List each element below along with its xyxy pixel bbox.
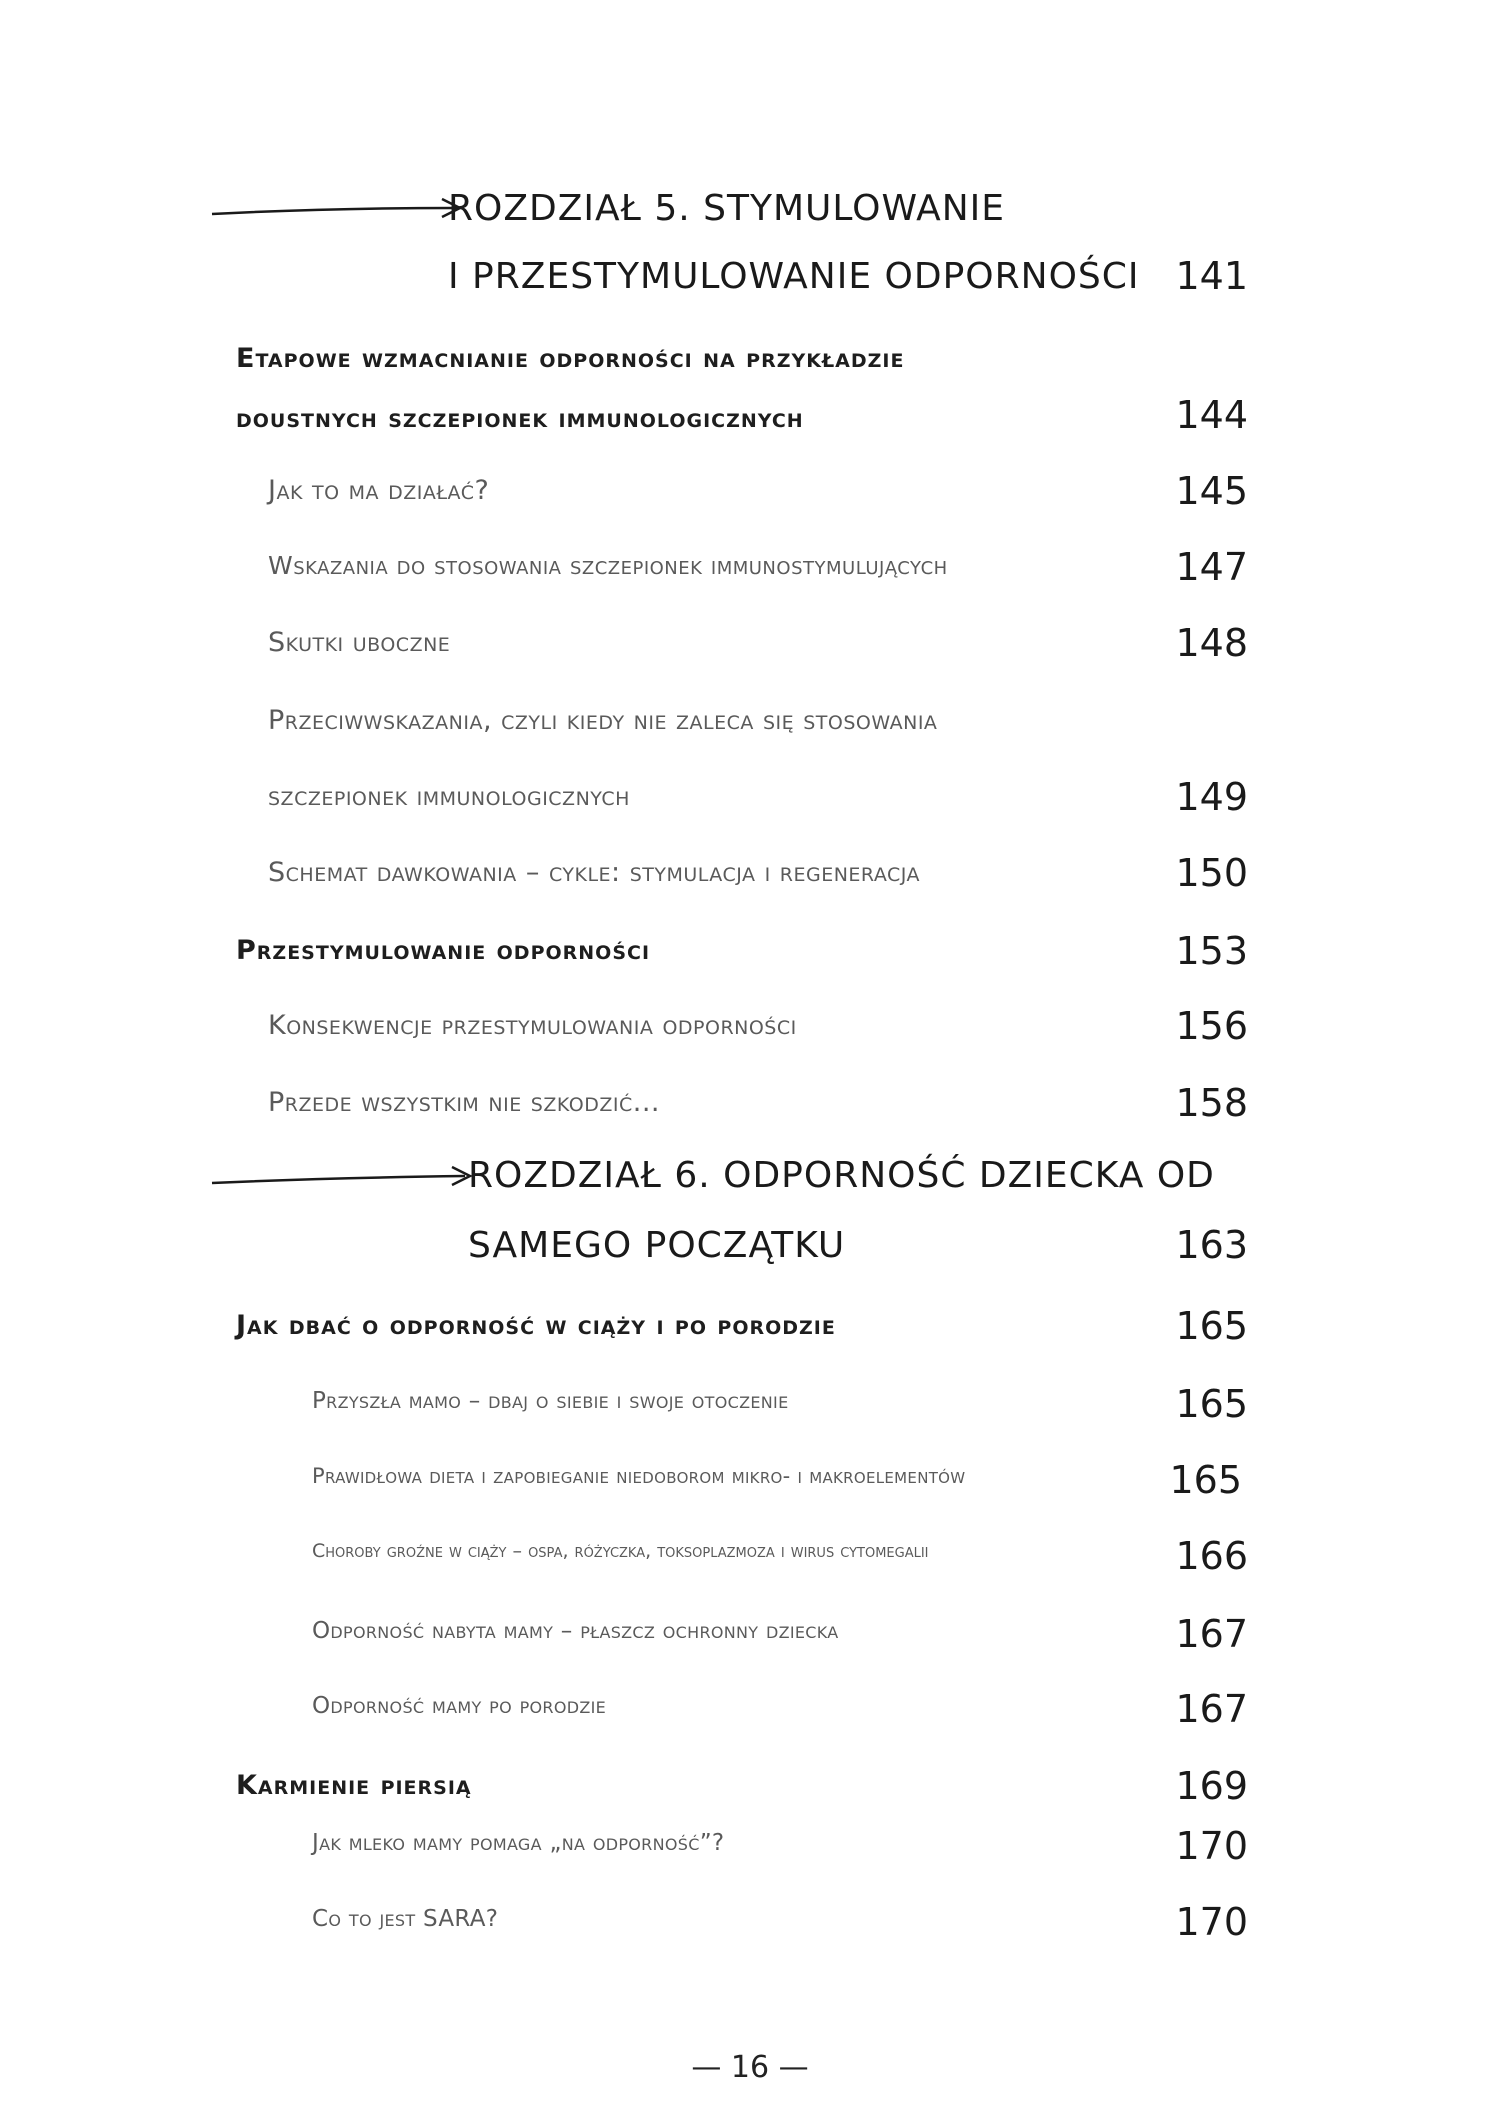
- entry-title-line1: Przeciwwskazania, czyli kiedy nie zaleca się stosowania: [268, 705, 938, 736]
- entry-title: Jak mleko mamy pomaga „na odporność”?: [312, 1830, 725, 1856]
- entry-page-number: 144: [1175, 393, 1248, 437]
- toc-entry: [0, 1004, 1500, 1070]
- toc-entry: [0, 851, 1500, 917]
- entry-title: Choroby groźne w ciąży – ospa, różyczka, toksoplazmoza i wirus cytomegalii: [312, 1540, 929, 1562]
- toc-entry: [0, 1304, 1500, 1370]
- entry-page-number: 170: [1175, 1824, 1248, 1868]
- entry-title: Jak dbać o odporność w ciąży i po porodzie: [236, 1310, 836, 1341]
- toc-entry: [0, 1764, 1500, 1830]
- toc-entry: [0, 1687, 1500, 1753]
- arrow-right-icon: [210, 1155, 480, 1195]
- toc-entry: [0, 545, 1500, 611]
- entry-page-number: 148: [1175, 621, 1248, 665]
- entry-page-number: 165: [1175, 1382, 1248, 1426]
- entry-page-number: 165: [1169, 1458, 1242, 1502]
- chapter-title-line2: SAMEGO POCZĄTKU: [468, 1225, 846, 1266]
- toc-entry: [0, 621, 1500, 687]
- toc-entry: [0, 705, 1500, 819]
- toc-entry: [0, 343, 1500, 443]
- toc-entry: [0, 1458, 1500, 1524]
- entry-title: Konsekwencje przestymulowania odporności: [268, 1010, 797, 1041]
- entry-title: Wskazania do stosowania szczepionek immunostymulujących: [268, 551, 948, 580]
- entry-title: Karmienie piersią: [236, 1770, 472, 1801]
- entry-title: Odporność nabyta mamy – płaszcz ochronny dziecka: [312, 1618, 839, 1644]
- toc-entry: [0, 469, 1500, 535]
- entry-page-number: 165: [1175, 1304, 1248, 1348]
- page-number: — 16 —: [691, 2050, 809, 2085]
- toc-entry: [0, 929, 1500, 995]
- entry-title: Jak to ma działać?: [268, 475, 490, 506]
- chapter-title-line1: ROZDZIAŁ 5. STYMULOWANIE: [448, 188, 1006, 229]
- entry-page-number: 167: [1175, 1612, 1248, 1656]
- entry-title: Skutki uboczne: [268, 627, 451, 658]
- entry-page-number: 166: [1175, 1534, 1248, 1578]
- chapter-page-number: 141: [1175, 254, 1248, 298]
- toc-entry: [0, 1900, 1500, 1966]
- entry-title: Przede wszystkim nie szkodzić...: [268, 1087, 661, 1118]
- arrow-right-icon: [210, 188, 470, 228]
- entry-title: Schemat dawkowania – cykle: stymulacja i regeneracja: [268, 857, 921, 888]
- entry-title-line2: szczepionek immunologicznych: [268, 781, 630, 812]
- chapter-title-line1: ROZDZIAŁ 6. ODPORNOŚĆ DZIECKA OD: [468, 1155, 1215, 1196]
- toc-entry: [0, 1612, 1500, 1678]
- chapter-page-number: 163: [1175, 1223, 1248, 1267]
- entry-page-number: 158: [1175, 1081, 1248, 1125]
- toc-entry: [0, 1534, 1500, 1600]
- entry-title-line1: Etapowe wzmacnianie odporności na przykładzie: [236, 343, 905, 374]
- entry-title: Przyszła mamo – dbaj o siebie i swoje otoczenie: [312, 1388, 789, 1414]
- entry-page-number: 156: [1175, 1004, 1248, 1048]
- entry-page-number: 170: [1175, 1900, 1248, 1944]
- toc-entry: [0, 1382, 1500, 1448]
- entry-page-number: 149: [1175, 775, 1248, 819]
- toc-entry: [0, 1081, 1500, 1147]
- entry-title: Odporność mamy po porodzie: [312, 1693, 607, 1719]
- entry-page-number: 169: [1175, 1764, 1248, 1808]
- entry-title-line2: doustnych szczepionek immunologicznych: [236, 403, 804, 434]
- entry-page-number: 167: [1175, 1687, 1248, 1731]
- entry-page-number: 147: [1175, 545, 1248, 589]
- entry-title: Prawidłowa dieta i zapobieganie niedoborom mikro- i makroelementów: [312, 1464, 966, 1488]
- entry-page-number: 150: [1175, 851, 1248, 895]
- entry-page-number: 145: [1175, 469, 1248, 513]
- entry-title: Przestymulowanie odporności: [236, 935, 651, 966]
- toc-entry: [0, 1824, 1500, 1890]
- chapter-title-line2: I PRZESTYMULOWANIE ODPORNOŚCI: [448, 256, 1140, 297]
- entry-title: Co to jest SARA?: [312, 1906, 499, 1932]
- entry-page-number: 153: [1175, 929, 1248, 973]
